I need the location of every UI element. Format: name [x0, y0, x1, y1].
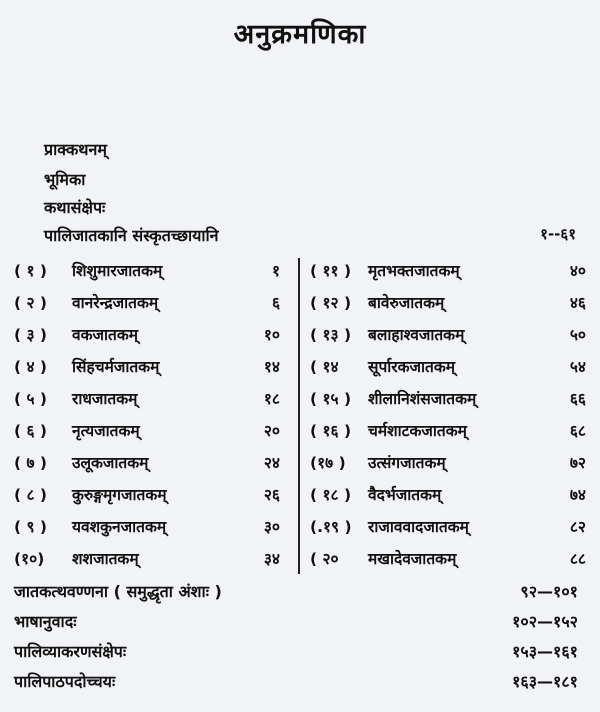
jataka-page: ३० — [263, 518, 280, 536]
jataka-table — [14, 258, 586, 574]
jataka-row — [310, 514, 586, 538]
jataka-page: ८८ — [569, 550, 586, 568]
jataka-name: मृतभक्तजातकम् — [368, 262, 460, 280]
jataka-number: ( १ ) — [14, 262, 48, 280]
jataka-row — [14, 354, 280, 378]
jataka-row — [310, 546, 586, 570]
jataka-page: २० — [263, 422, 280, 440]
jataka-row — [14, 290, 280, 314]
jataka-name: सूर्पारकजातकम् — [368, 358, 456, 376]
jataka-page: ४६ — [569, 294, 586, 312]
jataka-name: कुरुङ्गमृगजातकम् — [72, 486, 167, 504]
jataka-row — [310, 290, 586, 314]
jataka-row — [14, 386, 280, 410]
jataka-row — [310, 354, 586, 378]
jataka-row — [310, 482, 586, 506]
column-divider — [298, 258, 300, 574]
jataka-number: ( ६ ) — [14, 422, 48, 440]
back-item-pages: ९२—१०१ — [520, 582, 578, 601]
jataka-number: ( ११ ) — [310, 262, 352, 280]
back-item-grammar — [14, 640, 578, 662]
front-item-preface: प्राक्कथनम् — [44, 140, 107, 159]
jataka-name: शीलानिशंसजातकम् — [368, 390, 477, 408]
front-item-summary: कथासंक्षेपः — [44, 198, 106, 217]
front-item-pali-jatakas: पालिजातकानि संस्कृतच्छायानि — [44, 226, 219, 245]
back-item-commentary — [14, 580, 578, 602]
jataka-number: ( १३ ) — [310, 326, 352, 344]
back-item-label: भाषानुवादः — [14, 612, 77, 631]
jataka-page: १४ — [263, 358, 280, 376]
jataka-name: यवशकुनजातकम् — [72, 518, 167, 536]
jataka-row — [310, 450, 586, 474]
page-title: अनुक्रमणिका — [233, 19, 367, 50]
jataka-number: ( ५ ) — [14, 390, 48, 408]
jataka-number: (१०) — [14, 550, 45, 568]
jataka-number: ( १२ ) — [310, 294, 352, 312]
jataka-page: १० — [263, 326, 280, 344]
jataka-row — [14, 546, 280, 570]
jataka-name: वकजातकम् — [72, 326, 139, 344]
jataka-name: सिंहचर्मजातकम् — [72, 358, 160, 376]
jataka-row — [14, 514, 280, 538]
jataka-name: राजाववादजातकम् — [368, 518, 469, 536]
jataka-page: ३४ — [263, 550, 280, 568]
jataka-number: ( १८ ) — [310, 486, 352, 504]
jataka-name: राधजातकम् — [72, 390, 138, 408]
jataka-row — [310, 418, 586, 442]
back-item-label: जातकत्थवण्णना ( समुद्धृता अंशाः ) — [14, 582, 222, 601]
jataka-number: ( ३ ) — [14, 326, 48, 344]
jataka-page: ४० — [569, 262, 586, 280]
jataka-name: वैदर्भजातकम् — [368, 486, 442, 504]
jataka-row — [14, 322, 280, 346]
jataka-row — [310, 258, 586, 282]
jataka-number: ( ४ ) — [14, 358, 48, 376]
jataka-row — [14, 482, 280, 506]
jataka-page: ५० — [569, 326, 586, 344]
jataka-name: शशजातकम् — [72, 550, 139, 568]
jataka-name: शिशुमारजातकम् — [72, 262, 163, 280]
jataka-number: ( १५ ) — [310, 390, 352, 408]
back-item-label: पालिपाठपदोच्चयः — [14, 672, 116, 691]
front-item-pali-jatakas-pages: १--६१ — [540, 225, 576, 243]
jataka-page: ६६ — [569, 390, 586, 408]
back-item-translation — [14, 610, 578, 632]
jataka-number: ( ८ ) — [14, 486, 48, 504]
jataka-page: ८२ — [569, 518, 586, 536]
jataka-page: ६८ — [569, 422, 586, 440]
jataka-page: ६ — [271, 294, 280, 312]
jataka-name: वानरेन्द्रजातकम् — [72, 294, 159, 312]
jataka-row — [14, 258, 280, 282]
jataka-name: बलाहाश्वजातकम् — [368, 326, 465, 344]
jataka-number: ( २ ) — [14, 294, 48, 312]
jataka-page: २६ — [263, 486, 280, 504]
jataka-page: १ — [271, 262, 280, 280]
jataka-number: (.१९ ) — [310, 518, 352, 536]
jataka-page: ५४ — [569, 358, 586, 376]
back-item-glossary — [14, 670, 578, 692]
jataka-page: २४ — [263, 454, 280, 472]
back-item-label: पालिव्याकरणसंक्षेपः — [14, 642, 127, 661]
jataka-number: (१७ ) — [310, 454, 346, 472]
jataka-name: बावेरुजातकम् — [368, 294, 445, 312]
jataka-page: ७४ — [569, 486, 586, 504]
front-item-introduction: भूमिका — [44, 170, 86, 189]
jataka-name: मखादेवजातकम् — [368, 550, 457, 568]
jataka-row — [310, 386, 586, 410]
jataka-number: ( १४ — [310, 358, 339, 376]
jataka-page: ७२ — [569, 454, 586, 472]
jataka-row — [310, 322, 586, 346]
jataka-number: ( १६ ) — [310, 422, 352, 440]
back-item-pages: १५३—१६१ — [512, 642, 578, 661]
jataka-row — [14, 450, 280, 474]
back-item-pages: १६३—१८१ — [512, 672, 578, 691]
jataka-name: चर्मशाटकजातकम् — [368, 422, 467, 440]
jataka-page: १८ — [263, 390, 280, 408]
back-item-pages: १०२—१५२ — [512, 612, 578, 631]
jataka-number: ( ७ ) — [14, 454, 48, 472]
jataka-name: उलूकजातकम् — [72, 454, 149, 472]
jataka-number: ( ९ ) — [14, 518, 48, 536]
jataka-number: ( २० — [310, 550, 339, 568]
jataka-row — [14, 418, 280, 442]
jataka-name: नृत्यजातकम् — [72, 422, 140, 440]
jataka-name: उत्संगजातकम् — [368, 454, 446, 472]
